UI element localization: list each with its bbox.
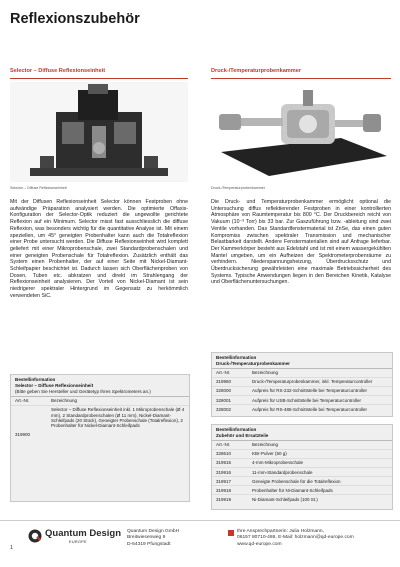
- table-row: [212, 495, 392, 504]
- article-number: 319900: [11, 406, 47, 439]
- article-description: Aufpreis für USB-Schnittstelle bei Temperaturcontroller: [248, 396, 392, 405]
- chamber-heading: Druck-/Temperaturprobenkammer: [211, 68, 302, 74]
- order-info-subtitle: Selector – Diffuse Reflexionseinheit: [15, 383, 94, 388]
- chamber-description: Die Druck- und Temperaturprobenkammer ermöglicht optional die Untersuchung diffus reflektierender Festproben in einer kontrollierten Atmosphäre von Raumtemperatur bis 800 °C. Der Druckbereich reicht von Vakuum (10⁻³ Torr) bis 33 bar. Zur Gaszuführung bzw. -ableitung sind zwei Ventile vorhanden. Das Standardfenstermaterial ist ZnSe, das einen guten Kompromiss zwischen spektraler Transmission und mechanischer Belastbarkeit darstellt. Andere Fenstermaterialien sind auf Anfrage lieferbar. Der Kammerkörper besteht aus Edelstahl und ist mit einem wassergekühlten Mantel umgeben, um ein Aufheizen der Spektrometerprobenräume zu verhindern. Niederspannungsheizung, Überdrucksschutz und Überdrucksicherung gewährleisten eine maximale Betriebssicherheit des Systems. Typische Anwendungen liegen in den Bereichen Kinetik, Katalyse und Oberflächenuntersuchungen.: [211, 199, 391, 286]
- table-row: [212, 387, 392, 396]
- order-info-title: Bestellinformation: [216, 427, 257, 432]
- contact-person: Ihre Ansprechpartnerin: Julia Holzmann,: [237, 529, 324, 534]
- article-number: 328002: [212, 405, 248, 414]
- article-description: 4-mm-Mikroprobenschale: [248, 459, 392, 468]
- col-header-description: Bezeichnung: [248, 369, 392, 378]
- article-description: Aufpreis für RS-485-Schnittstelle bei Temperaturcontroller: [248, 405, 392, 414]
- table-header-row: [11, 397, 189, 406]
- article-description: Selector – Diffuse Reflexionseinheit inkl. 1 Mikroprobenschale (Ø 4 mm), 2 Standardprobenschalen (Ø 11 mm), Nickel-Diamant-Schleifpads (20 Stück), Geneigter Probenschale (Totalreflexion), 2 Probenhalter für Nickel-Diamant-Schleifpads: [47, 406, 189, 439]
- selector-heading: Selector – Diffuse Reflexionseinheit: [10, 68, 106, 74]
- table-row: [212, 459, 392, 468]
- selector-order-info-box: [10, 374, 190, 502]
- quantum-design-logo-icon: [28, 529, 42, 543]
- company-name: Quantum Design GmbH: [127, 529, 180, 534]
- article-number: 319916: [212, 468, 248, 477]
- accessories-order-table: [212, 440, 392, 503]
- chamber-heading-rule: [211, 78, 391, 79]
- article-description: Druck-/Temperaturprobenkammer, inkl. Temperaturcontroller: [248, 378, 392, 387]
- page-number: 1: [10, 545, 14, 551]
- table-row: [212, 477, 392, 486]
- table-header-row: [212, 369, 392, 378]
- footer-divider: [0, 520, 400, 521]
- accessories-order-info-box: [211, 424, 393, 510]
- selector-order-table: [11, 396, 189, 439]
- col-header-article-number: Art.-Nr.: [212, 441, 248, 450]
- table-row: [212, 450, 392, 459]
- brand-subline: EUROPE: [69, 540, 87, 544]
- article-description: KBr-Pulver (50 g): [248, 450, 392, 459]
- table-header-row: [212, 441, 392, 450]
- chamber-photo-caption: Druck-/Temperaturprobenkammer: [211, 186, 265, 190]
- order-info-note: (Bitte geben Sie Hersteller und Gerätetyp Ihres Spektrometers an.): [15, 389, 151, 394]
- order-info-subtitle: Zubehör und Ersatzteile: [216, 433, 269, 438]
- website-link[interactable]: www.qd-europe.com: [237, 541, 282, 547]
- col-header-description: Bezeichnung: [47, 397, 189, 406]
- col-header-article-number: Art.-Nr.: [212, 369, 248, 378]
- article-number: 319918: [212, 486, 248, 495]
- article-number: 328000: [212, 387, 248, 396]
- selector-product-photo: [10, 82, 188, 182]
- article-number: 328001: [212, 396, 248, 405]
- contact-marker-icon: [228, 530, 234, 536]
- article-description: Aufpreis für RS-232-Schnittstelle bei Temperaturcontroller: [248, 387, 392, 396]
- article-number: 319915: [212, 459, 248, 468]
- table-row: [11, 406, 189, 439]
- chamber-order-table: [212, 368, 392, 413]
- article-number: 319950: [212, 378, 248, 387]
- table-row: [212, 468, 392, 477]
- col-header-description: Bezeichnung: [248, 441, 392, 450]
- company-address: [127, 529, 179, 548]
- order-info-subtitle: Druck-/Temperaturprobenkammer: [216, 361, 290, 366]
- article-number: 319919: [212, 495, 248, 504]
- article-number: 328610: [212, 450, 248, 459]
- table-row: [212, 486, 392, 495]
- brand-name: Quantum Design: [45, 528, 122, 539]
- table-row: [212, 405, 392, 414]
- col-header-article-number: Art.-Nr.: [11, 397, 47, 406]
- contact-phone-email[interactable]: 06157 80710-486, E-Mail: holzmann@qd-europe.com: [237, 535, 354, 541]
- chamber-order-info-box: [211, 352, 393, 417]
- article-description: 11-mm-Standardprobenschale: [248, 468, 392, 477]
- order-info-title: Bestellinformation: [15, 377, 56, 382]
- order-info-title: Bestellinformation: [216, 355, 257, 360]
- article-number: 319917: [212, 477, 248, 486]
- company-city: D-64319 Pfungstadt: [127, 541, 171, 547]
- article-description: Probenhalter für Ni-Diamant-Schleifpads: [248, 486, 392, 495]
- article-description: Ni-Diamant-Schleifpads (100 St.): [248, 495, 392, 504]
- selector-photo-caption: Selector – Diffuse Reflexionseinheit: [10, 186, 67, 190]
- table-row: [212, 396, 392, 405]
- selector-heading-rule: [10, 78, 188, 79]
- company-street: Breitwiesenweg 9: [127, 535, 166, 541]
- page-title: Reflexionszubehör: [10, 11, 140, 27]
- contact-info: [237, 529, 354, 548]
- table-row: [212, 378, 392, 387]
- selector-description: Mit der Diffusen Reflexionseinheit Selector können Festproben ohne aufwändige Präparation analysiert werden. Die optimierte Offaxis-Konfiguration der Selector-Optik reduziert die ungewollte gerichtete Reflexion auf ein Minimum. Selector misst fast ausschliesslich die diffuse Reflexion, was besonders wichtig für die quantitative Analyse ist. Mit einem speziellen, um 45° geneigten Probenhalter kann auch die Totalreflexion einer Probe untersucht werden. Die Diffuse Reflexionseinheit wird komplett geliefert mit einer Mikroprobenschale, zwei Standardprobenschalen und einer geneigten Probenschale für Totalreflexion. Zusätzlich enthält das System einen Probenhalter, der auf einer Seite mit Nickel-Diamant-Schleifpapier beschichtet ist. Dadurch lassen sich Oberflächenproben von Dosen, Tuben etc. abkratzen und direkt im Strahlengang der Reflexionseinheit analysieren. Der Vorteil von Nickel-Diamant ist sein niedrigerer spektraler Hintergrund im Gegensatz zu herkömmlich verwendeten SiC.: [10, 199, 188, 299]
- chamber-product-photo: [211, 82, 391, 182]
- article-description: Geneigte Probenschale für die Totalreflexion: [248, 477, 392, 486]
